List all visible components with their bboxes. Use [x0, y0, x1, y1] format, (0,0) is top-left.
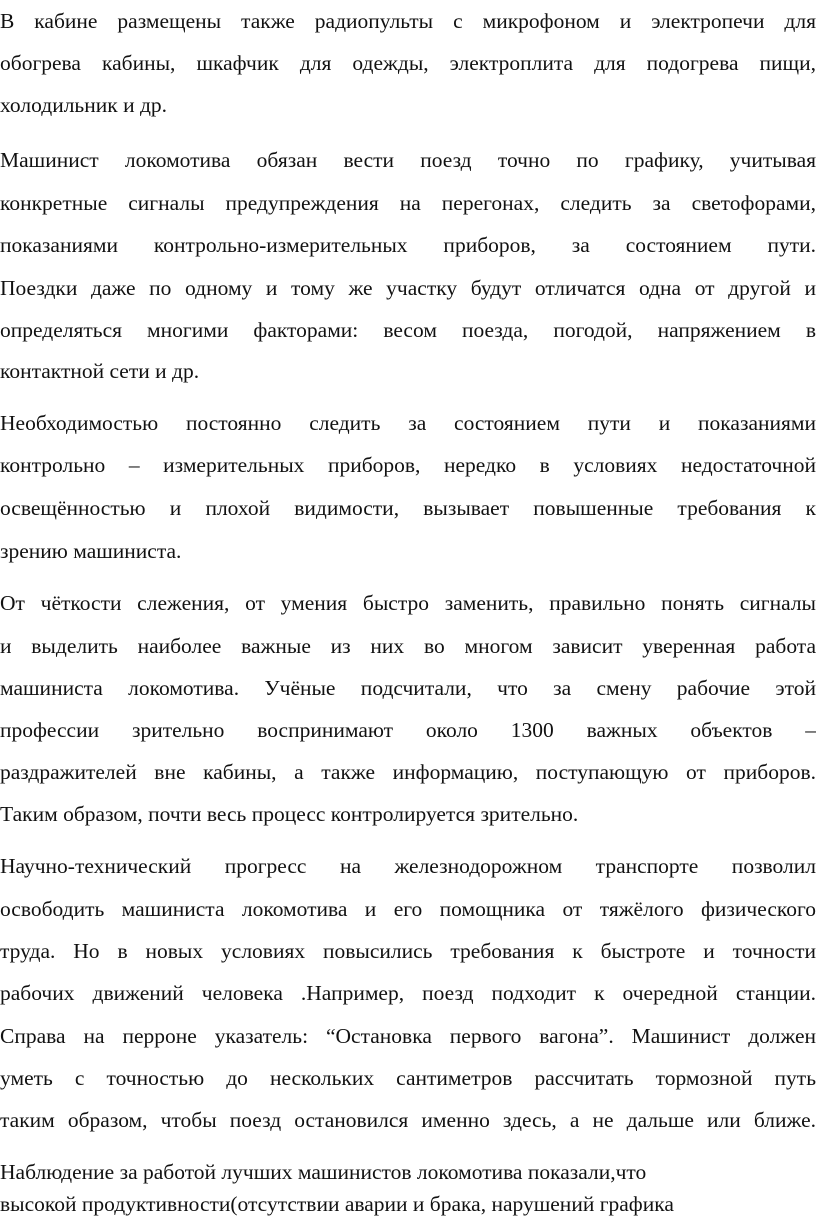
text-line: определяться многими факторами: весом поезда, погодой, напряжением в [0, 318, 816, 342]
text-line: высокой продуктивности(отсутствии аварии и брака, нарушений графика [0, 1192, 674, 1216]
text-line: Поездки даже по одному и тому же участку будут отличатся одна от другой и [0, 276, 816, 300]
text-line: холодильник и др. [0, 93, 168, 117]
text-line: рабочих движений человека .Например, поезд подходит к очередной станции. [0, 981, 816, 1005]
text-line: Таким образом, почти весь процесс контролируется зрительно. [0, 802, 579, 826]
text-line: зрению машиниста. [0, 539, 182, 563]
text-line: Справа на перроне указатель: “Остановка первого вагона”. Машинист должен [0, 1024, 816, 1048]
text-line: Необходимостью постоянно следить за состоянием пути и показаниями [0, 411, 816, 435]
text-line: контактной сети и др. [0, 359, 200, 383]
text-line: конкретные сигналы предупреждения на перегонах, следить за светофорами, [0, 191, 816, 215]
text-line: В кабине размещены также радиопульты с микрофоном и электропечи для [0, 9, 816, 33]
text-line: машиниста локомотива. Учёные подсчитали, что за смену рабочие этой [0, 676, 816, 700]
text-line: Машинист локомотива обязан вести поезд точно по графику, учитывая [0, 148, 816, 172]
text-line: раздражителей вне кабины, а также информацию, поступающую от приборов. [0, 760, 816, 784]
text-line: контрольно – измерительных приборов, нередко в условиях недостаточной [0, 453, 816, 477]
text-line: уметь с точностью до нескольких сантиметров рассчитать тормозной путь [0, 1066, 816, 1090]
text-line: труда. Но в новых условиях повысились требования к быстроте и точности [0, 939, 816, 963]
text-line: освещённостью и плохой видимости, вызывает повышенные требования к [0, 496, 816, 520]
text-line: профессии зрительно воспринимают около 1300 важных объектов – [0, 718, 816, 742]
text-line: Наблюдение за работой лучших машинистов локомотива показали,что [0, 1160, 647, 1184]
text-line: Научно-технический прогресс на железнодорожном транспорте позволил [0, 854, 816, 878]
text-line: таким образом, чтобы поезд остановился именно здесь, а не дальше или ближе. [0, 1108, 816, 1132]
text-line: и выделить наиболее важные из них во многом зависит уверенная работа [0, 634, 816, 658]
text-line: освободить машиниста локомотива и его помощника от тяжёлого физического [0, 897, 816, 921]
text-line: показаниями контрольно-измерительных приборов, за состоянием пути. [0, 233, 816, 257]
text-line: обогрева кабины, шкафчик для одежды, электроплита для подогрева пищи, [0, 51, 816, 75]
text-line: От чёткости слежения, от умения быстро заменить, правильно понять сигналы [0, 591, 816, 615]
